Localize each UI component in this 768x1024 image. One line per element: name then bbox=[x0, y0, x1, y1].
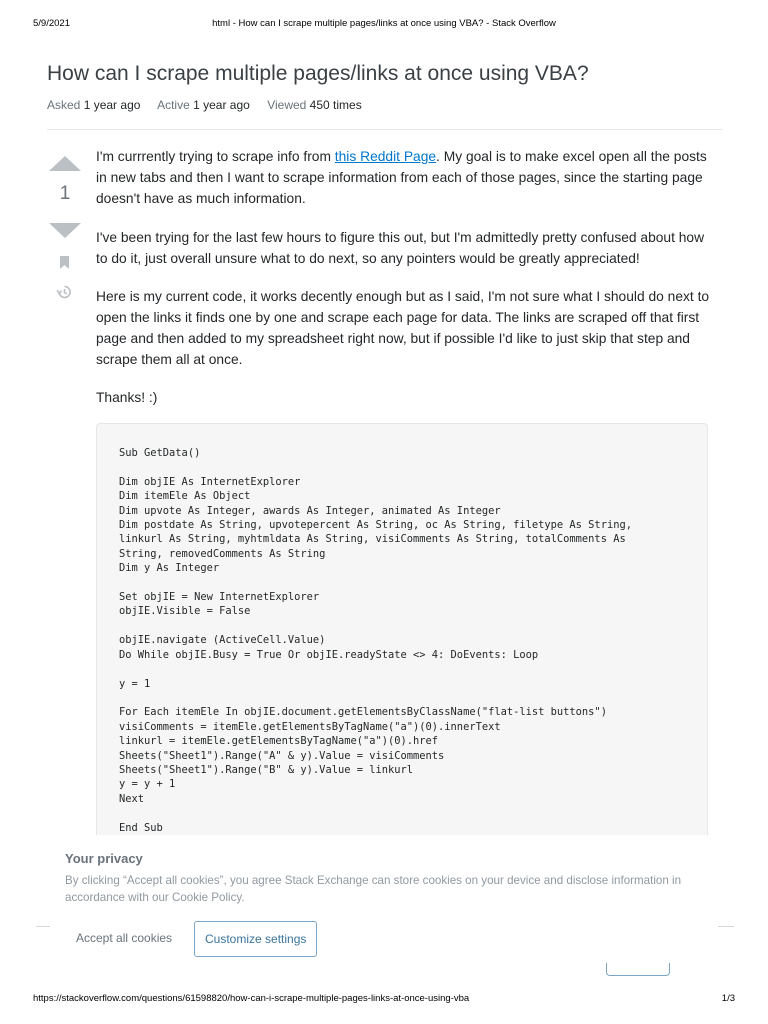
vote-count: 1 bbox=[59, 183, 71, 204]
p1-text-before: I'm currrently trying to scrape info from bbox=[96, 149, 335, 164]
body-paragraph-1 bbox=[96, 146, 716, 209]
cookie-divider-right bbox=[718, 926, 734, 927]
body-paragraph-3: Here is my current code, it works decently enough but as I said, I'm not sure what I should do next to open the links it finds one by one and scrape each page for data. The links are scraped off that first page and then added to my spreadsheet right now, but if possible I'd like to just skip that step and scrape them all at once. bbox=[96, 289, 710, 367]
print-page-number: 1/3 bbox=[721, 993, 735, 1004]
cookie-text: By clicking “Accept all cookies”, you agree Stack Exchange can store cookies on your device and disclose information in accordance with our Cookie Policy. bbox=[65, 874, 682, 904]
viewed-value: 450 times bbox=[309, 98, 362, 112]
obscured-button-edge[interactable] bbox=[606, 963, 670, 976]
cookie-title: Your privacy bbox=[65, 851, 143, 866]
accept-cookies-button[interactable]: Accept all cookies bbox=[62, 921, 186, 955]
print-url: https://stackoverflow.com/questions/61598820/how-can-i-scrape-multiple-pages-links-at-once-using-vba bbox=[33, 993, 470, 1004]
vote-down-icon[interactable] bbox=[49, 223, 81, 238]
body-paragraph-4: Thanks! :) bbox=[96, 390, 158, 405]
question-title[interactable]: How can I scrape multiple pages/links at once using VBA? bbox=[47, 62, 589, 85]
reddit-page-link[interactable]: this Reddit Page bbox=[334, 149, 437, 164]
viewed-label: Viewed bbox=[267, 98, 307, 112]
body-paragraph-2: I've been trying for the last few hours to figure this out, but I'm admittedly pretty confused about how to do it, just overall unsure what to do next, so any pointers would be greatly appreciated! bbox=[96, 230, 705, 266]
code-block bbox=[96, 423, 708, 855]
question-meta bbox=[47, 98, 376, 112]
asked-value[interactable]: 1 year ago bbox=[83, 98, 141, 112]
print-footer bbox=[33, 993, 735, 1007]
customize-settings-button[interactable]: Customize settings bbox=[194, 921, 317, 957]
p1-text-after: . My goal is to make excel open all the posts in new tabs and then I want to scrape information from each of those pages, since the starting page doesn't have as much information. bbox=[96, 149, 707, 206]
code-text: Sub GetData() Dim objIE As InternetExplorer Dim itemEle As Object Dim upvote As Integer, awards As Integer, animated As Integer Dim postdate As String, upvotepercent As String, oc As String, filetype As String, linkurl As String, myhtmldata As String, visiComments As String, totalComments As String, removedComments As String Dim y As Integer Set objIE = New InternetExplorer objIE.Visible = False objIE.navigate (ActiveCell.Value) Do While objIE.Busy = True Or objIE.readyState <> 4: DoEvents: Loop y = 1 For Each itemEle In objIE.document.getElementsByClassName("flat-list buttons") visiComments = itemEle.getElementsByTagName("a")(0).innerText linkurl = itemEle.getElementsByTagName("a")(0).href Sheets("Sheet1").Range("A" & y).Value = visiComments Sheets("Sheet1").Range("B" & y).Value = linkurl y = y + 1 Next End Sub bbox=[119, 447, 632, 834]
bookmark-icon[interactable] bbox=[60, 256, 69, 269]
print-date: 5/9/2021 bbox=[33, 18, 70, 29]
cookie-divider-left bbox=[36, 926, 50, 927]
header-divider bbox=[47, 129, 722, 130]
print-header bbox=[33, 18, 735, 32]
print-page-title: html - How can I scrape multiple pages/links at once using VBA? - Stack Overflow bbox=[212, 18, 556, 29]
active-value[interactable]: 1 year ago bbox=[193, 98, 250, 112]
asked-label: Asked bbox=[47, 98, 81, 112]
vote-up-icon[interactable] bbox=[49, 156, 81, 171]
history-icon[interactable] bbox=[56, 284, 72, 300]
active-label: Active bbox=[157, 98, 190, 112]
